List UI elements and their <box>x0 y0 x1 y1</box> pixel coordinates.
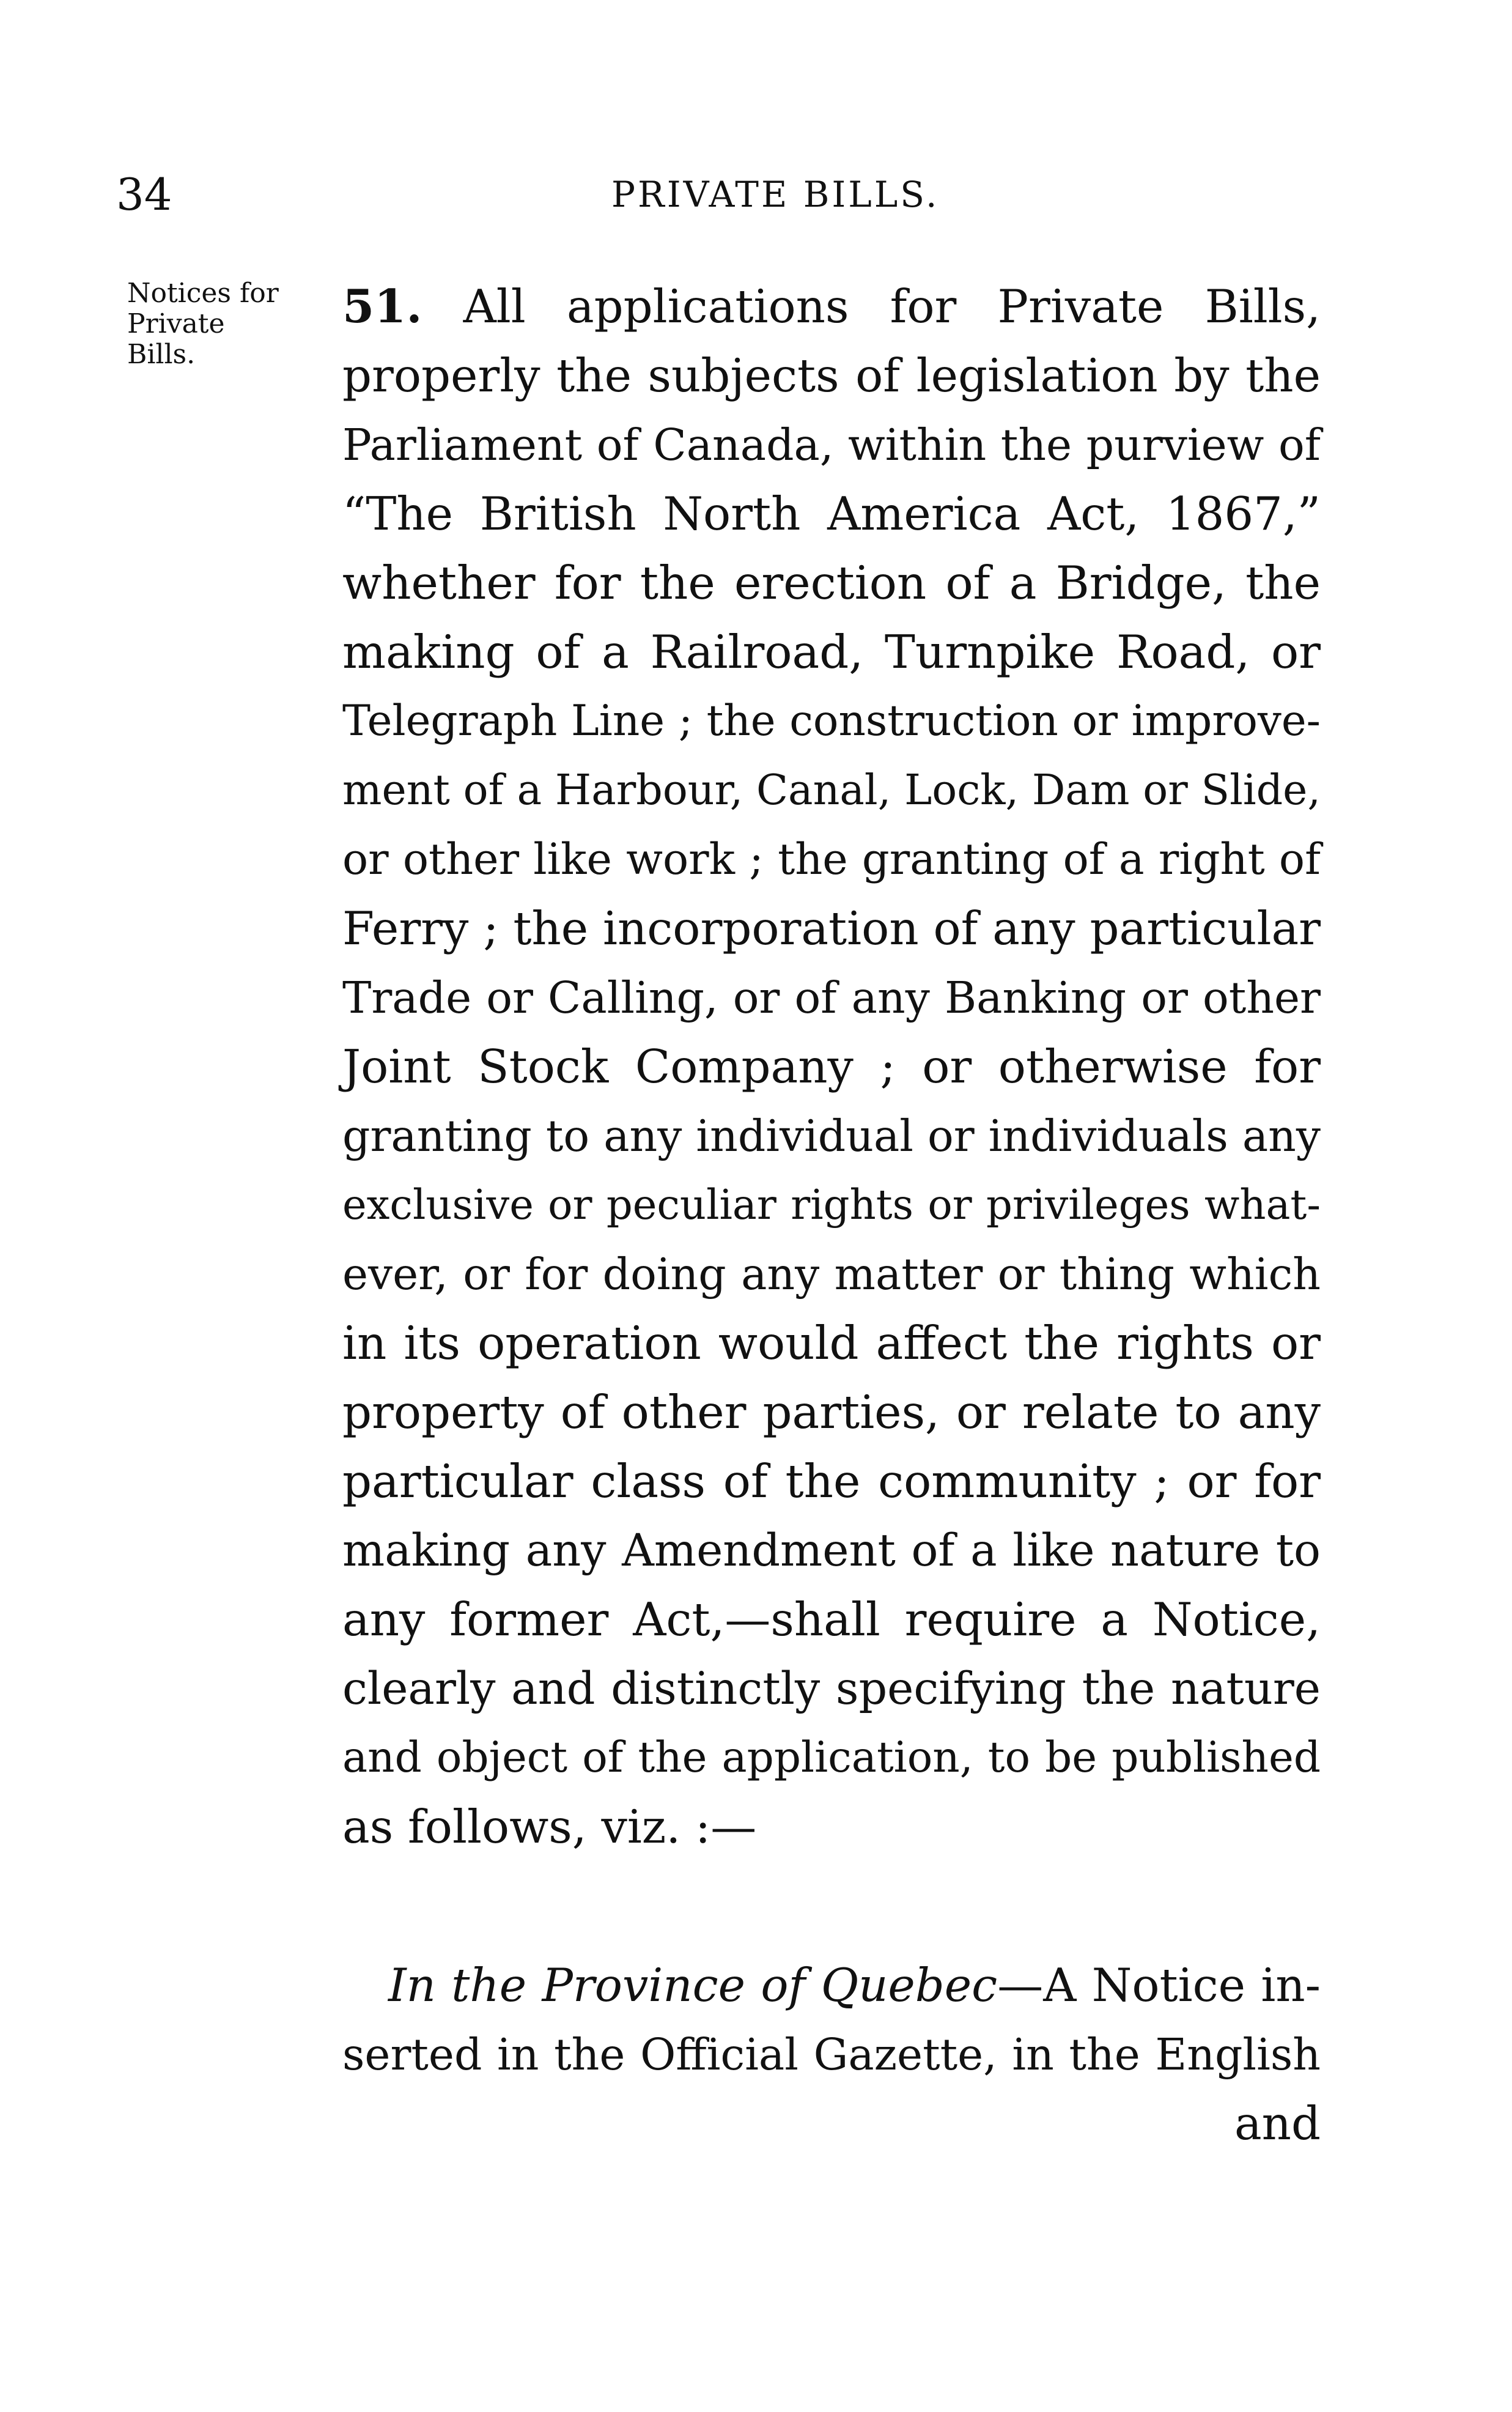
text-line: as follows, viz. :— <box>342 1800 757 1854</box>
text-line: whether for the erection of a Bridge, the <box>342 556 1321 610</box>
text-line: property of other parties, or relate to any <box>342 1385 1321 1439</box>
margin-note-line: Bills. <box>127 339 196 370</box>
text-line: Joint Stock Company ; or otherwise for <box>342 1040 1321 1093</box>
text-line: ment of a Harbour, Canal, Lock, Dam or Slide, <box>342 766 1321 815</box>
text-line: exclusive or peculiar rights or privileges what- <box>342 1181 1321 1229</box>
text-line: Ferry ; the incorporation of any particular <box>342 901 1321 955</box>
text-line: “The British North America Act, 1867,” <box>342 487 1321 541</box>
running-head <box>0 164 1512 225</box>
text-line: Telegraph Line ; the construction or improve- <box>342 697 1321 745</box>
page-number: 34 <box>116 169 172 220</box>
text-line <box>342 1951 1321 2020</box>
province-heading: In the Province of Quebec <box>388 1958 998 2012</box>
text-line-rest: —A Notice in- <box>997 1958 1321 2012</box>
text-line: and object of the application, to be published <box>342 1733 1321 1782</box>
text-line: properly the subjects of legislation by the <box>342 349 1321 402</box>
text-line: Parliament of Canada, within the purview of <box>342 420 1321 470</box>
catchword: and <box>1234 2096 1321 2150</box>
text-line: ever, or for doing any matter or thing which <box>342 1249 1321 1300</box>
text-line: or other like work ; the granting of a right of <box>342 834 1321 884</box>
text-line: granting to any individual or individuals any <box>342 1111 1321 1161</box>
text-line <box>342 272 1321 341</box>
text-line: serted in the Official Gazette, in the English <box>342 2029 1321 2080</box>
margin-note-line: Notices for <box>127 278 279 309</box>
text-line: any former Act,—shall require a Notice, <box>342 1593 1321 1646</box>
text-line-rest: All applications for Private Bills, <box>422 279 1321 333</box>
text-line: clearly and distinctly specifying the nature <box>342 1663 1321 1715</box>
section-number: 51. <box>342 279 422 333</box>
text-line: particular class of the community ; or for <box>342 1454 1321 1508</box>
paragraph-gap <box>342 1862 1321 1951</box>
margin-note-line: Private <box>127 308 225 339</box>
margin-note <box>127 278 329 370</box>
text-line: in its operation would affect the rights or <box>342 1316 1321 1370</box>
text-line: Trade or Calling, or of any Banking or other <box>342 972 1321 1023</box>
body-text <box>342 272 1321 2158</box>
text-line: making any Amendment of a like nature to <box>342 1525 1321 1577</box>
running-title: PRIVATE BILLS. <box>611 174 940 215</box>
text-line: making of a Railroad, Turnpike Road, or <box>342 625 1321 679</box>
